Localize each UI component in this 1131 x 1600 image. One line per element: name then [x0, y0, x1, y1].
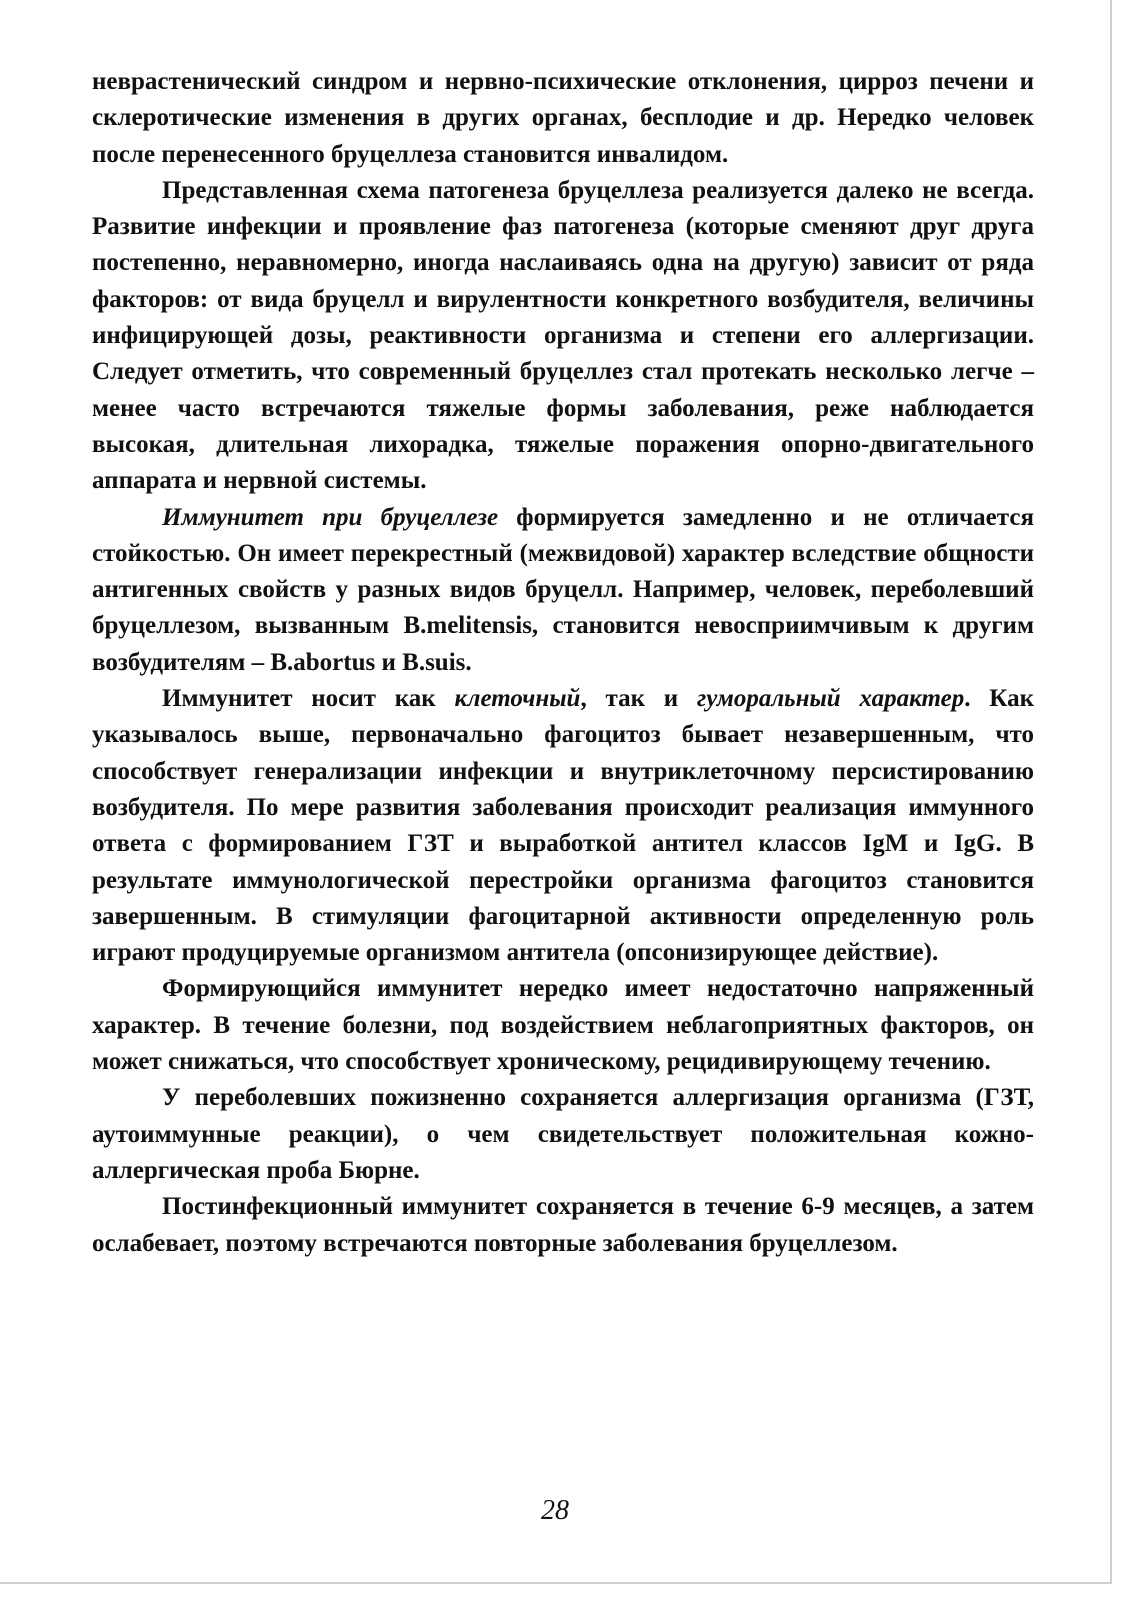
emphasis-humoral: гуморальный характер: [697, 685, 965, 713]
paragraph-allergization: У переболевших пожизненно сохраняется аллергизация организма (ГЗТ, аутоиммунные реакции), о чем свидетельствует положительная кожно-аллергическая проба Бюрне.: [92, 1084, 1034, 1184]
paragraph-immunity-type: [92, 681, 1034, 971]
immunity-type-text-c: . Как указывалось выше, первоначально фагоцитоз бывает незавершенным, что способствует генерализации инфекции и внутриклеточному персистированию возбудителя. По мере развития заболевания происходит реализация иммунного ответа с формированием ГЗТ и выработкой антител классов IgM и IgG. В результате иммунологической перестройки организма фагоцитоз становится завершенным. В стимуляции фагоцитарной активности определенную роль играют продуцируемые организмом антитела (опсонизирующее действие).: [92, 685, 1034, 967]
immunity-type-text-a: Иммунитет носит как: [162, 685, 455, 713]
emphasis-immunity-heading: Иммунитет при бруцеллезе: [162, 503, 499, 531]
page-number: 28: [541, 1495, 569, 1526]
paragraph-immunity-strength: Формирующийся иммунитет нередко имеет недостаточно напряженный характер. В течение болезни, под воздействием неблагоприятных факторов, он может снижаться, что способствует хроническому, рецидивирующему течению.: [92, 975, 1034, 1076]
emphasis-cellular: клеточный: [454, 685, 581, 713]
paragraph-continuation: неврастенический синдром и нервно-психические отклонения, цирроз печени и склеротические изменения в других органах, бесплодие и др. Нередко человек после перенесенного бруцеллеза становится инвалидом.: [92, 68, 1034, 168]
paragraph-immunity: [92, 500, 1034, 681]
page-edge-bottom: [0, 1582, 1112, 1584]
paragraph-immunity-text: формируется замедленно и не отличается стойкостью. Он имеет перекрестный (межвидовой) характер вследствие общности антигенных свойств у разных видов бруцелл. Например, человек, переболевший бруцеллезом, вызванным B.melitensis, становится невосприимчивым к другим возбудителям – B.abortus и B.suis.: [92, 503, 1034, 676]
paragraph-pathogenesis: Представленная схема патогенеза бруцеллеза реализуется далеко не всегда. Развитие инфекции и проявление фаз патогенеза (которые сменяют друг друга постепенно, неравномерно, иногда наслаиваясь одна на другую) зависит от ряда факторов: от вида бруцелл и вирулентности конкретного возбудителя, величины инфицирующей дозы, реактивности организма и степени его аллергизации. Следует отметить, что современный бруцеллез стал протекать несколько легче – менее часто встречаются тяжелые формы заболевания, реже наблюдается высокая, длительная лихорадка, тяжелые поражения опорно-двигательного аппарата и нервной системы.: [92, 176, 1034, 495]
immunity-type-text-b: , так и: [580, 685, 697, 713]
body-text: [92, 64, 1034, 1262]
paragraph-postinfection: Постинфекционный иммунитет сохраняется в течение 6-9 месяцев, а затем ослабевает, поэтому встречаются повторные заболевания бруцеллезом.: [92, 1193, 1034, 1257]
page-edge-right: [1110, 0, 1112, 1582]
